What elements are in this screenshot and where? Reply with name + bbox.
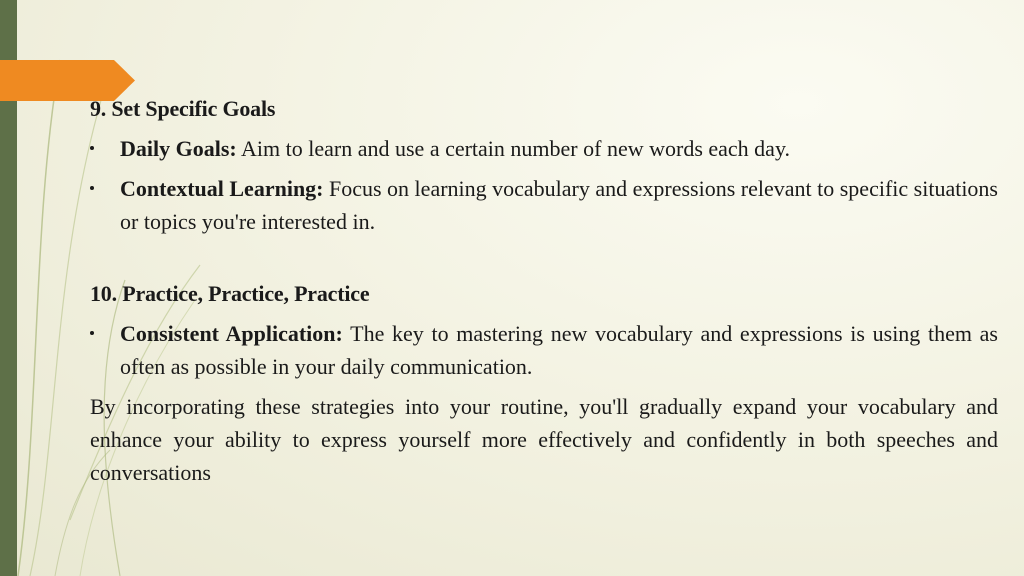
- section-9-list: [90, 132, 998, 238]
- list-item: [90, 132, 998, 165]
- list-item: [90, 317, 998, 383]
- item-text: Aim to learn and use a certain number of new words each day.: [241, 136, 791, 161]
- bullet-icon: [90, 146, 94, 150]
- slide-content: [90, 92, 998, 489]
- section-10-heading: 10. Practice, Practice, Practice: [90, 281, 370, 306]
- item-text: The key to mastering new vocabulary and expressions is using them as often as possible in your daily communication.: [120, 321, 998, 379]
- item-label: Contextual Learning:: [120, 176, 324, 201]
- list-item: [90, 172, 998, 238]
- conclusion-paragraph: By incorporating these strategies into your routine, you'll gradually expand your vocabulary and enhance your ability to express yourself more effectively and confidently in both speeches and conversations: [90, 394, 998, 485]
- item-label: Daily Goals:: [120, 136, 237, 161]
- item-text: Focus on learning vocabulary and expressions relevant to specific situations or topics you're interested in.: [120, 176, 998, 234]
- section-10-list: [90, 317, 998, 383]
- item-label: Consistent Application:: [120, 321, 343, 346]
- bullet-icon: [90, 331, 94, 335]
- section-9-heading: 9. Set Specific Goals: [90, 96, 276, 121]
- bullet-icon: [90, 186, 94, 190]
